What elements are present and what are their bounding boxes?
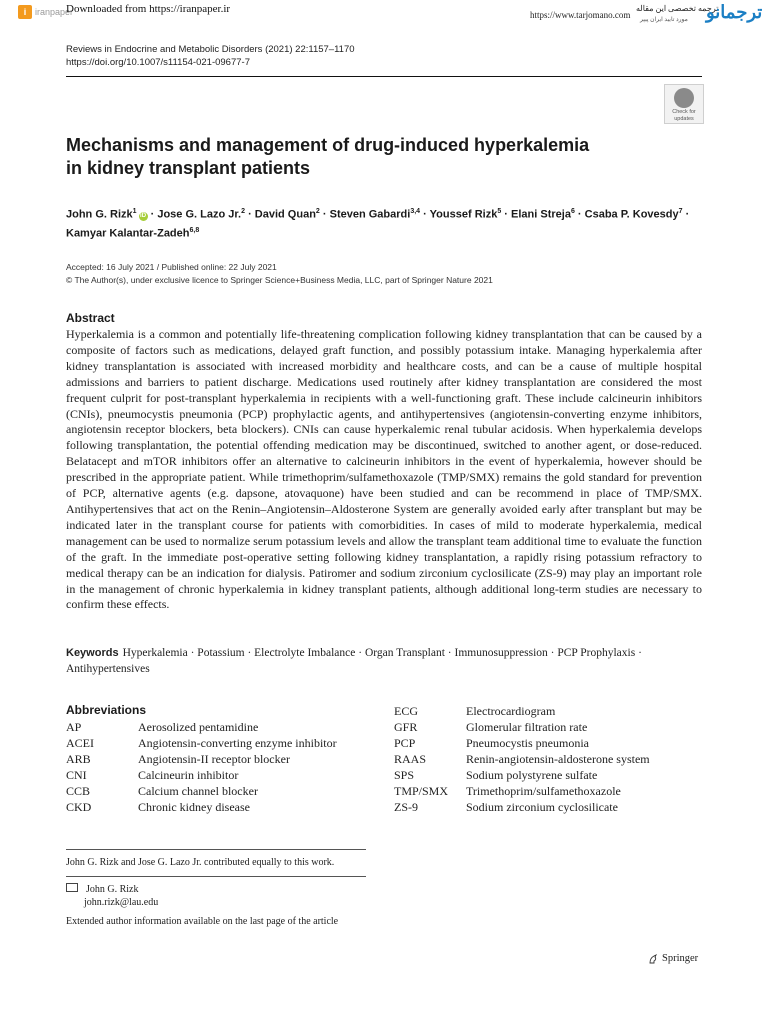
abstract-heading: Abstract <box>66 311 115 325</box>
abbreviation-value: Electrocardiogram <box>466 704 556 718</box>
abbreviation-key: ECG <box>394 704 418 718</box>
check-updates-line2: updates <box>674 116 694 122</box>
tarjomano-subtagline: مورد تایید ایران پیپر <box>640 17 688 23</box>
abbreviation-key: CNI <box>66 768 87 782</box>
abbreviation-value: Sodium zirconium cyclosilicate <box>466 800 618 814</box>
author-separator: · <box>504 208 508 221</box>
abbreviations-right-column <box>394 703 704 815</box>
author-name: Youssef Rizk <box>429 208 498 221</box>
author-affiliation: 5 <box>497 208 502 215</box>
article-title <box>66 134 666 180</box>
envelope-icon <box>66 883 78 892</box>
copyright-notice: © The Author(s), under exclusive licence to Springer Science+Business Media, LLC, part of Springer Nature 2021 <box>66 275 493 285</box>
abbreviation-value: Sodium polystyrene sulfate <box>466 768 598 782</box>
equal-contribution-note: John G. Rizk and Jose G. Lazo Jr. contributed equally to this work. <box>66 857 335 868</box>
author-affiliation: 6,8 <box>189 226 200 234</box>
author-name: Elani Streja <box>511 208 571 221</box>
iranpaper-logo-text: iranpaper <box>35 7 74 17</box>
iranpaper-logo <box>18 4 73 20</box>
author-name: David Quan <box>254 208 316 221</box>
abbreviation-row <box>394 703 704 719</box>
author-list <box>66 204 706 241</box>
keywords-label: Keywords <box>66 647 119 659</box>
abbreviation-value: Aerosolized pentamidine <box>138 720 259 734</box>
abbreviation-value: Glomerular filtration rate <box>466 720 588 734</box>
author-affiliation: 2 <box>315 208 320 215</box>
author-name: John G. Rizk <box>66 208 133 221</box>
author-separator: · <box>423 208 427 221</box>
author-name: Csaba P. Kovesdy <box>584 208 679 221</box>
abbreviation-row <box>394 767 704 783</box>
abbreviation-key: ZS-9 <box>394 800 418 814</box>
abbreviation-value: Angiotensin-II receptor blocker <box>138 752 290 766</box>
iranpaper-logo-icon: i <box>18 5 32 19</box>
abbreviation-row <box>394 783 704 799</box>
corresponding-author-email[interactable]: john.rizk@lau.edu <box>84 897 159 908</box>
abbreviations-left-column <box>66 719 366 815</box>
author-affiliation: 3,4 <box>410 208 421 215</box>
abbreviation-key: ARB <box>66 752 91 766</box>
abbreviation-key: GFR <box>394 720 418 734</box>
author-affiliation: 1 <box>132 208 137 215</box>
abbreviation-key: PCP <box>394 736 416 750</box>
springer-logo <box>648 953 698 964</box>
keywords <box>66 645 702 677</box>
abbreviation-key: CKD <box>66 800 92 814</box>
abbreviation-row <box>394 719 704 735</box>
author-affiliation: 6 <box>570 208 575 215</box>
abbreviation-value: Renin-angiotensin-aldosterone system <box>466 752 650 766</box>
author-separator: · <box>685 208 690 221</box>
abbreviation-value: Chronic kidney disease <box>138 800 250 814</box>
abbreviation-value: Calcium channel blocker <box>138 784 258 798</box>
author-name: Steven Gabardi <box>329 208 411 221</box>
check-for-updates-badge[interactable] <box>664 84 704 124</box>
accepted-published-dates: Accepted: 16 July 2021 / Published online: 22 July 2021 <box>66 262 277 272</box>
downloaded-from-link[interactable]: Downloaded from https://iranpaper.ir <box>66 3 231 15</box>
abbreviation-row <box>66 735 366 751</box>
tarjomano-tagline: ترجمه تخصصی این مقاله <box>636 4 719 13</box>
author-affiliation: 2 <box>241 208 245 215</box>
abstract-body: Hyperkalemia is a common and potentially life-threatening complication following kidney transplantation that can be caused by a composite of factors such as medications, delayed graft function, and possibly potassium intake. Managing hyperkalemia after kidney transplantation is associated with increased morbidity and healthcare costs, and can be a cause of multiple hospital admissions and barriers to patient discharge. Medications used routinely after kidney transplantation are considered the most frequent culprit for post-transplant hyperkalemia in recipients with a well-functioning graft. These include calcineurin inhibitors (CNIs), pneumocystis pneumonia (PCP) prophylactic agents, and antihypertensives (angiotensin-converting enzyme inhibitors, angiotensin receptor blockers, beta blockers). CNIs can cause hyperkalemic renal tubular acidosis. When hyperkalemia develops following transplantation, the potential offending medication may be discontinued, switched to another agent, or dose-reduced. Belatacept and mTOR inhibitors offer an alternative to calcineurin inhibitors in the event of hyperkalemia, however should be prescribed in the appropriate patient. While trimethoprim/sulfamethoxazole (TMP/SMX) remains the gold standard for prevention of PCP, alternative agents (e.g. dapsone, atovaquone) have been studied and can be recommend in place of TMP/SMX. Antihypertensives that act on the Renin–Angiotensin–Aldosterone System are generally avoided early after transplant but may be indicated later in the transplant course for patients with comorbidities. In cases of mild to moderate hyperkalemia, medical management can be used to normalize serum potassium levels and allow the transplant team additional time to evaluate the function of the graft. In the immediate post-operative setting following kidney transplantation, a rapidly rising potassium refractory to medical therapy can be an indication for dialysis. Patiromer and sodium zirconium cyclosilicate (ZS-9) may play an important role in the management of chronic hyperkalemia in kidney transplant patients, although additional long-term studies are necessary to confirm these effects. <box>66 327 702 612</box>
abbreviation-row <box>394 799 704 815</box>
journal-doi[interactable]: https://doi.org/10.1007/s11154-021-09677-7 <box>66 57 250 68</box>
article-title-line1: Mechanisms and management of drug-induced hyperkalemia <box>66 135 590 155</box>
orcid-icon[interactable]: iD <box>140 212 147 219</box>
springer-horse-icon <box>648 954 658 964</box>
abbreviation-row <box>66 783 366 799</box>
abbreviation-key: RAAS <box>394 752 427 766</box>
abbreviation-row <box>66 799 366 815</box>
author-name: Kamyar Kalantar-Zadeh <box>66 227 190 240</box>
author-affiliation: 7 <box>678 208 683 215</box>
author-separator: · <box>577 208 582 221</box>
corresponding-author <box>66 883 158 909</box>
extended-author-info: Extended author information available on the last page of the article <box>66 916 339 927</box>
author-separator: · <box>150 208 155 221</box>
abbreviation-value: Angiotensin-converting enzyme inhibitor <box>138 736 337 750</box>
header-divider <box>66 76 702 77</box>
abbreviation-key: CCB <box>66 784 91 798</box>
abbreviation-row <box>66 767 366 783</box>
footnote-divider <box>66 849 366 850</box>
check-updates-icon <box>674 88 694 108</box>
abbreviation-value: Trimethoprim/sulfamethoxazole <box>466 784 621 798</box>
publication-dates <box>66 261 493 287</box>
author-separator: · <box>248 208 252 221</box>
journal-citation: Reviews in Endocrine and Metabolic Disorders (2021) 22:1157–1170 <box>66 44 355 55</box>
author-name: Jose G. Lazo Jr. <box>157 208 242 221</box>
abbreviation-value: Calcineurin inhibitor <box>138 768 239 782</box>
abbreviation-row <box>394 751 704 767</box>
tarjomano-brand: ترجمانو <box>706 2 763 22</box>
tarjomano-logo[interactable] <box>636 2 763 30</box>
abbreviation-key: ACEI <box>66 736 94 750</box>
keywords-list: Hyperkalemia · Potassium · Electrolyte Imbalance · Organ Transplant · Immunosuppression · PCP Prophylaxis · Antihypertensives <box>66 647 642 675</box>
abbreviation-key: SPS <box>394 768 415 782</box>
journal-header <box>66 43 355 69</box>
corresponding-author-name: John G. Rizk <box>86 884 139 895</box>
tarjomano-url[interactable]: https://www.tarjomano.com <box>530 10 631 20</box>
article-title-line2: in kidney transplant patients <box>66 158 311 178</box>
abbreviation-row <box>394 735 704 751</box>
publisher-name: Springer <box>662 953 699 964</box>
author-separator: · <box>322 208 327 221</box>
abbreviation-key: AP <box>66 720 82 734</box>
abbreviation-key: TMP/SMX <box>394 784 449 798</box>
abbreviation-value: Pneumocystis pneumonia <box>466 736 589 750</box>
check-updates-line1: Check for <box>672 109 696 115</box>
abbreviation-row <box>66 719 366 735</box>
abbreviations-heading: Abbreviations <box>66 703 147 717</box>
footnote-divider <box>66 876 366 877</box>
abbreviation-row <box>66 751 366 767</box>
